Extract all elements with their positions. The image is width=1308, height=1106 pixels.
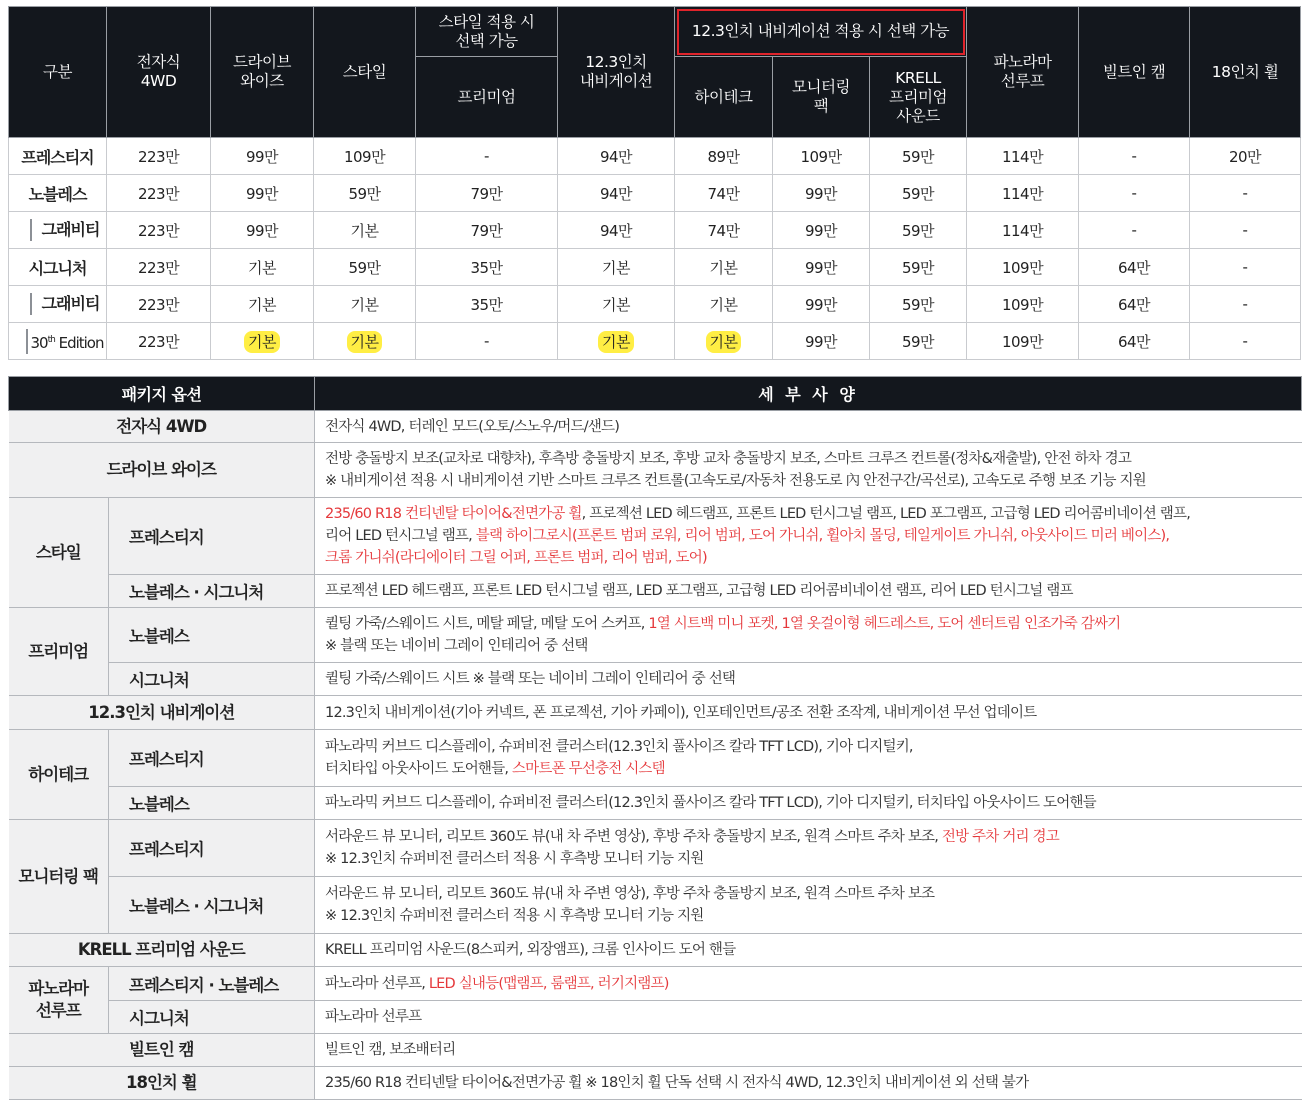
- trim-name: [9, 286, 107, 323]
- trim-prefix: 30: [30, 333, 48, 352]
- price-row: [9, 138, 1301, 175]
- desc-highlight: LED 실내등(맵램프, 룸램프, 러기지램프): [428, 975, 669, 992]
- trim-name: 프레스티지: [9, 138, 107, 175]
- option-category: 전자식 4WD: [9, 411, 315, 443]
- desc-line: 서라운드 뷰 모니터, 리모트 360도 뷰(내 차 주변 영상), 후방 주차 충돌방지 보조, 원격 스마트 주차 보조: [325, 886, 935, 902]
- price-cell: -: [1079, 212, 1190, 249]
- price-cell: 64만: [1079, 286, 1190, 323]
- option-trim: 시그니처: [109, 1001, 315, 1034]
- header-krell-sound: KRELL 프리미엄 사운드: [870, 57, 967, 138]
- option-row-hitech-prestige: [9, 730, 1302, 787]
- trim-name: [9, 212, 107, 249]
- option-category: 파노라마 선루프: [9, 967, 109, 1034]
- price-cell: 기본: [675, 249, 773, 286]
- price-cell: 94만: [558, 175, 675, 212]
- option-row-premium-noblesse: [9, 608, 1302, 663]
- desc-highlight: 전방 주차 거리 경고: [941, 829, 1059, 845]
- option-row-style-noblesse: [9, 575, 1302, 608]
- header-monitoring-pack: 모니터링 팩: [773, 57, 870, 138]
- price-cell: 109만: [967, 323, 1079, 360]
- price-cell: 59만: [314, 175, 416, 212]
- option-row-panorama-signature: [9, 1001, 1302, 1034]
- option-category: 18인치 휠: [9, 1067, 315, 1100]
- price-cell: 59만: [314, 249, 416, 286]
- price-cell: 223만: [107, 286, 211, 323]
- price-cell: 94만: [558, 138, 675, 175]
- price-cell: 기본: [211, 286, 314, 323]
- option-row-monitoring-noblesse: [9, 877, 1302, 934]
- header-builtin-cam: 빌트인 캠: [1079, 7, 1190, 138]
- price-cell: 기본: [314, 212, 416, 249]
- price-cell: [211, 323, 314, 360]
- trim-name: 노블레스: [9, 175, 107, 212]
- price-cell: 64만: [1079, 323, 1190, 360]
- header-drive-wise: 드라이브 와이즈: [211, 7, 314, 138]
- option-category: 12.3인치 내비게이션: [9, 696, 315, 730]
- desc-highlight: 스마트폰 무선충전 시스템: [511, 761, 665, 777]
- desc-highlight: 크롬 가니쉬(라디에이터 그릴 어퍼, 프론트 범퍼, 리어 범퍼, 도어): [325, 550, 707, 566]
- price-cell: [314, 323, 416, 360]
- header-package-option: 패키지 옵션: [9, 377, 315, 411]
- price-cell: -: [1079, 175, 1190, 212]
- price-cell: 109만: [314, 138, 416, 175]
- option-price-table: [8, 6, 1301, 360]
- option-row-premium-signature: [9, 663, 1302, 696]
- price-cell: -: [1190, 175, 1301, 212]
- option-row-awd: [9, 411, 1302, 443]
- option-row-krell: [9, 934, 1302, 967]
- option-row-navigation: [9, 696, 1302, 730]
- price-cell: 기본: [211, 249, 314, 286]
- price-cell: 89만: [675, 138, 773, 175]
- price-cell: 99만: [773, 286, 870, 323]
- price-cell: 114만: [967, 175, 1079, 212]
- price-cell: 223만: [107, 249, 211, 286]
- desc-text: 터치타입 아웃사이드 도어핸들,: [325, 761, 512, 777]
- price-cell: 59만: [870, 175, 967, 212]
- price-cell: 223만: [107, 138, 211, 175]
- price-cell: 79만: [416, 212, 558, 249]
- price-cell: -: [1190, 323, 1301, 360]
- desc-note: ※ 12.3인치 슈퍼비전 클러스터 적용 시 후측방 모니터 기능 지원: [325, 908, 704, 924]
- option-row-18inch-wheel: [9, 1067, 1302, 1100]
- trim-suffix: th: [47, 334, 55, 345]
- desc-text: 파노라마 선루프,: [325, 975, 429, 992]
- trim-label: 그래비티: [30, 219, 100, 241]
- price-cell: 109만: [967, 286, 1079, 323]
- price-cell: 99만: [773, 212, 870, 249]
- option-trim: 프레스티지: [109, 730, 315, 787]
- option-category: 프리미엄: [9, 608, 109, 696]
- desc-text: , 프로젝션 LED 헤드램프, 프론트 LED 턴시그널 램프, LED 포그램프, 고급형 LED 리어콤비네이션 램프,: [581, 506, 1191, 522]
- trim-label: Edition: [54, 333, 104, 352]
- price-row: [9, 175, 1301, 212]
- price-cell: 109만: [773, 138, 870, 175]
- option-trim: 노블레스 · 시그니처: [109, 877, 315, 934]
- header-navigation: 12.3인치 내비게이션: [558, 7, 675, 138]
- highlight-marker: 기본: [244, 331, 280, 353]
- price-cell: 20만: [1190, 138, 1301, 175]
- price-cell: 35만: [416, 249, 558, 286]
- price-cell: -: [1190, 286, 1301, 323]
- price-cell: 99만: [211, 212, 314, 249]
- desc-highlight: 블랙 하이그로시(프론트 범퍼 로워, 리어 범퍼, 도어 가니쉬, 휠아치 몰딩, 테일게이트 가니쉬, 아웃사이드 미러 베이스),: [475, 528, 1170, 544]
- option-category: 빌트인 캠: [9, 1034, 315, 1067]
- desc-text: 리어 LED 턴시그널 램프,: [325, 528, 476, 544]
- price-row: [9, 323, 1301, 360]
- desc-highlight: 1열 시트백 미니 포켓, 1열 옷걸이형 헤드레스트, 도어 센터트림 인조가죽 감싸기: [648, 616, 1121, 632]
- price-cell: 기본: [314, 286, 416, 323]
- option-row-hitech-noblesse: [9, 787, 1302, 820]
- price-cell: -: [1079, 138, 1190, 175]
- option-trim: 노블레스: [109, 787, 315, 820]
- option-trim: 프레스티지: [109, 498, 315, 575]
- desc-text: 서라운드 뷰 모니터, 리모트 360도 뷰(내 차 주변 영상), 후방 주차 충돌방지 보조, 원격 스마트 주차 보조,: [325, 829, 942, 845]
- option-category: 스타일: [9, 498, 109, 608]
- header-gubun: 구분: [9, 7, 107, 138]
- option-desc: [315, 443, 1302, 498]
- price-cell: 223만: [107, 175, 211, 212]
- price-cell: 기본: [558, 249, 675, 286]
- price-cell: 114만: [967, 138, 1079, 175]
- header-hitech: 하이테크: [675, 57, 773, 138]
- header-spec: 세 부 사 양: [315, 377, 1302, 411]
- option-desc: [315, 730, 1302, 787]
- price-cell: 59만: [870, 323, 967, 360]
- option-desc: 전자식 4WD, 터레인 모드(오토/스노우/머드/샌드): [315, 411, 1302, 443]
- price-cell: 114만: [967, 212, 1079, 249]
- package-options-table: [8, 376, 1302, 1100]
- price-cell: -: [1190, 212, 1301, 249]
- option-trim: 시그니처: [109, 663, 315, 696]
- option-trim: 프레스티지: [109, 820, 315, 877]
- price-cell: 74만: [675, 175, 773, 212]
- option-desc: 12.3인치 내비게이션(기아 커넥트, 폰 프로젝션, 기아 카페이), 인포테인먼트/공조 전환 조작계, 내비게이션 무선 업데이트: [315, 696, 1302, 730]
- highlight-marker: 기본: [347, 331, 383, 353]
- desc-note: ※ 블랙 또는 네이비 그레이 인테리어 중 선택: [325, 638, 588, 654]
- header-style: 스타일: [314, 7, 416, 138]
- price-cell: 109만: [967, 249, 1079, 286]
- price-row: [9, 249, 1301, 286]
- price-cell: 223만: [107, 212, 211, 249]
- option-desc: 235/60 R18 컨티넨탈 타이어&전면가공 휠 ※ 18인치 휠 단독 선택 시 전자식 4WD, 12.3인치 내비게이션 외 선택 불가: [315, 1067, 1302, 1100]
- desc-note: ※ 내비게이션 적용 시 내비게이션 기반 스마트 크루즈 컨트롤(고속도로/자동차 전용도로 內 안전구간/곡선로), 고속도로 주행 보조 기능 지원: [325, 473, 1146, 489]
- option-trim: 노블레스: [109, 608, 315, 663]
- option-desc: 퀼팅 가죽/스웨이드 시트 ※ 블랙 또는 네이비 그레이 인테리어 중 선택: [315, 663, 1302, 696]
- desc-note: ※ 12.3인치 슈퍼비전 클러스터 적용 시 후측방 모니터 기능 지원: [325, 851, 704, 867]
- option-desc: [315, 877, 1302, 934]
- price-cell: 223만: [107, 323, 211, 360]
- price-cell: 94만: [558, 212, 675, 249]
- price-row: [9, 286, 1301, 323]
- price-cell: [558, 323, 675, 360]
- price-cell: 기본: [675, 286, 773, 323]
- price-cell: 기본: [558, 286, 675, 323]
- option-desc: KRELL 프리미엄 사운드(8스피커, 외장앰프), 크롬 인사이드 도어 핸들: [315, 934, 1302, 967]
- header-18inch-wheel: 18인치 휠: [1190, 7, 1301, 138]
- price-cell: -: [1190, 249, 1301, 286]
- desc-line: 전방 충돌방지 보조(교차로 대향차), 후측방 충돌방지 보조, 후방 교차 충돌방지 보조, 스마트 크루즈 컨트롤(정차&재출발), 안전 하차 경고: [325, 451, 1132, 467]
- price-cell: 59만: [870, 249, 967, 286]
- desc-text: 퀼팅 가죽/스웨이드 시트, 메탈 페달, 메탈 도어 스커프,: [325, 616, 649, 632]
- highlight-marker: 기본: [706, 331, 742, 353]
- option-category: 드라이브 와이즈: [9, 443, 315, 498]
- option-row-monitoring-prestige: [9, 820, 1302, 877]
- price-cell: 74만: [675, 212, 773, 249]
- price-cell: 59만: [870, 138, 967, 175]
- price-cell: 99만: [211, 138, 314, 175]
- price-cell: -: [416, 138, 558, 175]
- option-desc: [315, 967, 1302, 1001]
- header-premium: 프리미엄: [416, 57, 558, 138]
- price-cell: 59만: [870, 212, 967, 249]
- trim-name: [9, 323, 107, 360]
- option-category: 모니터링 팩: [9, 820, 109, 934]
- option-desc: [315, 820, 1302, 877]
- desc-line: 파노라믹 커브드 디스플레이, 슈퍼비전 클러스터(12.3인치 풀사이즈 칼라 TFT LCD), 기아 디지털키,: [325, 739, 913, 755]
- price-cell: 79만: [416, 175, 558, 212]
- option-trim: 노블레스 · 시그니처: [109, 575, 315, 608]
- header-style-group: 스타일 적용 시 선택 가능: [416, 7, 558, 57]
- option-desc: [315, 608, 1302, 663]
- price-cell: 64만: [1079, 249, 1190, 286]
- option-desc: 파노라믹 커브드 디스플레이, 슈퍼비전 클러스터(12.3인치 풀사이즈 칼라 TFT LCD), 기아 디지털키, 터치타입 아웃사이드 도어핸들: [315, 787, 1302, 820]
- price-cell: -: [416, 323, 558, 360]
- option-category: 하이테크: [9, 730, 109, 820]
- option-desc: 빌트인 캠, 보조배터리: [315, 1034, 1302, 1067]
- price-cell: 99만: [211, 175, 314, 212]
- option-row-drive-wise: [9, 443, 1302, 498]
- price-cell: 99만: [773, 323, 870, 360]
- header-navigation-group: 12.3인치 내비게이션 적용 시 선택 가능: [675, 7, 967, 57]
- trim-label: 그래비티: [30, 293, 100, 315]
- option-trim: 프레스티지 · 노블레스: [109, 967, 315, 1001]
- option-desc: 파노라마 선루프: [315, 1001, 1302, 1034]
- highlight-marker: 기본: [598, 331, 634, 353]
- price-cell: [675, 323, 773, 360]
- price-row: [9, 212, 1301, 249]
- option-category: KRELL 프리미엄 사운드: [9, 934, 315, 967]
- option-row-builtin-cam: [9, 1034, 1302, 1067]
- header-panorama: 파노라마 선루프: [967, 7, 1079, 138]
- header-awd: 전자식 4WD: [107, 7, 211, 138]
- option-row-panorama-prestige: [9, 967, 1302, 1001]
- option-row-style-prestige: [9, 498, 1302, 575]
- desc-highlight: 235/60 R18 컨티넨탈 타이어&전면가공 휠: [325, 506, 582, 522]
- trim-name: 시그니처: [9, 249, 107, 286]
- price-cell: 59만: [870, 286, 967, 323]
- price-cell: 99만: [773, 249, 870, 286]
- option-desc: 프로젝션 LED 헤드램프, 프론트 LED 턴시그널 램프, LED 포그램프, 고급형 LED 리어콤비네이션 램프, 리어 LED 턴시그널 램프: [315, 575, 1302, 608]
- price-cell: 35만: [416, 286, 558, 323]
- price-cell: 99만: [773, 175, 870, 212]
- option-desc: [315, 498, 1302, 575]
